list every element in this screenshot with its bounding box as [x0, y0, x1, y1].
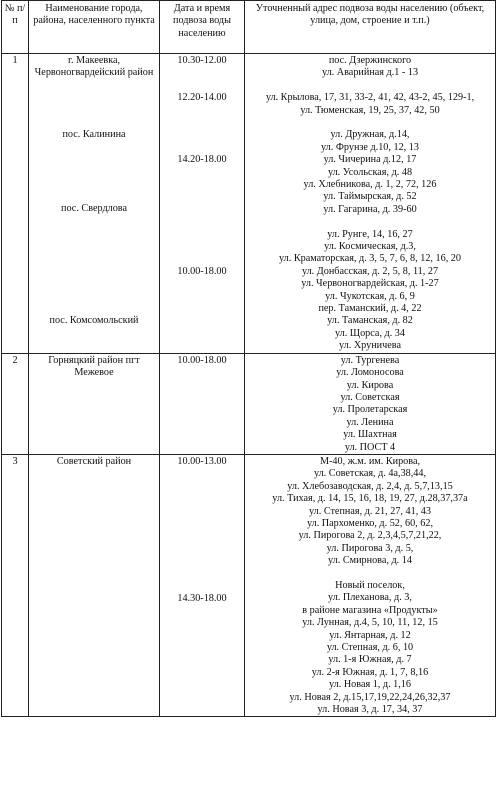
place-name: Советский район	[56, 455, 132, 467]
address-line: ул. Новая 1, д. 1,16	[329, 679, 411, 691]
address-line: ул. Пролетарская	[332, 404, 408, 416]
address-gap	[247, 80, 493, 92]
address-line: ул. Плеханова, д. 3,	[328, 592, 412, 604]
row-addresses	[245, 454, 496, 717]
address-line: ул. Шахтная	[343, 429, 397, 441]
address-line: ул. Советская	[340, 391, 400, 403]
header-row	[2, 1, 496, 54]
address-line: ул. Пирогова 3, д. 5,	[326, 542, 414, 554]
address-line: ул. Степная, д. 6, 10	[326, 642, 414, 654]
table-row	[2, 353, 496, 454]
address-line: ул. Фрунзе д.10, 12, 13	[321, 141, 419, 153]
address-line: ул. Хлебозаводская, д. 2,4, д. 5,7,13,15	[287, 480, 453, 492]
address-line: ул. Советская, д. 4а,38,44,	[313, 468, 427, 480]
address-line: ул. Хруничева	[339, 340, 401, 352]
row-num: 2	[2, 353, 29, 454]
address-line: ул. Янтарная, д. 12	[329, 629, 411, 641]
place-name: пос. Комсомольский	[49, 315, 139, 326]
address-line: ул. Дружная, д.14,	[330, 129, 410, 141]
address-line: ул. Ломоносова	[336, 367, 404, 379]
address-line: ул. Ленина	[346, 416, 394, 428]
address-line: ул. Тургенева	[340, 354, 400, 366]
address-line: пос. Дзержинского	[328, 55, 412, 66]
row-times	[160, 454, 245, 717]
row-addresses	[245, 54, 496, 354]
address-line: ул. Степная, д. 21, 27, 41, 43	[309, 505, 431, 517]
row-places	[29, 353, 160, 454]
delivery-time: 14.30-18.00	[177, 592, 227, 604]
address-line: ул. Гагарина, д. 39-60	[323, 203, 417, 215]
address-line: ул. ПОСТ 4	[344, 441, 396, 453]
delivery-time: 10.00-18.00	[177, 266, 227, 277]
delivery-time: 10.30-12.00	[177, 55, 227, 66]
row-places	[29, 54, 160, 354]
address-line: ул. Космическая, д.3,	[324, 241, 416, 253]
table-row	[2, 454, 496, 717]
place-name: пос. Калинина	[62, 129, 126, 140]
row-times	[160, 54, 245, 354]
delivery-time: 14.20-18.00	[177, 154, 227, 165]
address-line: ул. Тихая, д. 14, 15, 16, 18, 19, 27, д.28,37,37а	[272, 493, 468, 505]
address-line: ул. Пирогова 2, д. 2,3,4,5,7,21,22,	[298, 530, 442, 542]
address-line: ул. Червоногвардейская, д. 1-27	[301, 278, 439, 290]
row-num: 3	[2, 454, 29, 717]
address-gap	[247, 216, 493, 228]
address-line: ул. Таймырская, д. 52	[323, 191, 417, 203]
address-line: ул. Лунная, д.4, 5, 10, 11, 12, 15	[302, 617, 438, 629]
place-name: г. Макеевка, Червоногвардейский район	[34, 55, 154, 79]
header-place: Наименование города, района, населенного пункта	[29, 1, 160, 54]
address-line: ул. Донбасская, д. 2, 5, 8, 11, 27	[301, 265, 439, 277]
place-name: Горняцкий район пгт Межевое	[48, 354, 140, 379]
water-delivery-table	[1, 0, 496, 717]
address-line: ул. Щорса, д. 34	[334, 327, 405, 339]
delivery-time: 12.20-14.00	[177, 92, 227, 103]
delivery-time: 10.00-13.00	[177, 455, 227, 467]
address-line: ул. Таманская, д. 82	[327, 315, 413, 327]
address-line: ул. 2-я Южная, д. 1, 7, 8,16	[311, 666, 429, 678]
table-row	[2, 54, 496, 354]
address-line: ул. Аварийная д.1 - 13	[321, 67, 419, 79]
header-time: Дата и время подвоза воды населению	[160, 1, 245, 54]
row-addresses	[245, 353, 496, 454]
address-line: пер. Таманский, д. 4, 22	[318, 303, 422, 315]
address-line: в районе магазина «Продукты»	[302, 604, 438, 616]
address-line: ул. 1-я Южная, д. 7	[328, 654, 412, 666]
place-name: пос. Свердлова	[61, 203, 127, 214]
address-line: ул. Новая 2, д.15,17,19,22,24,26,32,37	[289, 691, 451, 703]
address-line: М-40, ж.м. им. Кирова,	[319, 455, 421, 467]
address-line: ул. Чичерина д.12, 17	[323, 154, 417, 166]
row-places	[29, 454, 160, 717]
address-line: ул. Кирова	[346, 379, 394, 391]
address-line: ул. Тюменская, 19, 25, 37, 42, 50	[300, 104, 440, 116]
address-gap	[247, 117, 493, 129]
address-line: Новый поселок,	[335, 580, 405, 591]
address-line: ул. Хлебникова, д. 1, 2, 72, 126	[303, 179, 437, 191]
address-line: ул. Краматорская, д. 3, 5, 7, 6, 8, 12, 16, 20	[279, 253, 461, 265]
header-address: Уточненный адрес подвоза воды населению (объект, улица, дом, строение и т.п.)	[245, 1, 496, 54]
header-num: № п/п	[2, 1, 29, 54]
row-times	[160, 353, 245, 454]
address-gap	[247, 568, 493, 580]
address-line: ул. Пархоменко, д. 52, 60, 62,	[306, 517, 433, 529]
address-line: ул. Усольская, д. 48	[327, 166, 413, 178]
row-num: 1	[2, 54, 29, 354]
delivery-time: 10.00-18.00	[177, 354, 227, 366]
address-line: ул. Новая 3, д. 17, 34, 37	[317, 704, 423, 716]
address-line: ул. Чукотская, д. 6, 9	[325, 290, 415, 302]
address-line: ул. Смирнова, д. 14	[328, 555, 412, 567]
address-line: ул. Крылова, 17, 31, 33-2, 41, 42, 43-2, 45, 129-1,	[265, 92, 475, 104]
address-line: ул. Рунге, 14, 16, 27	[327, 228, 413, 240]
